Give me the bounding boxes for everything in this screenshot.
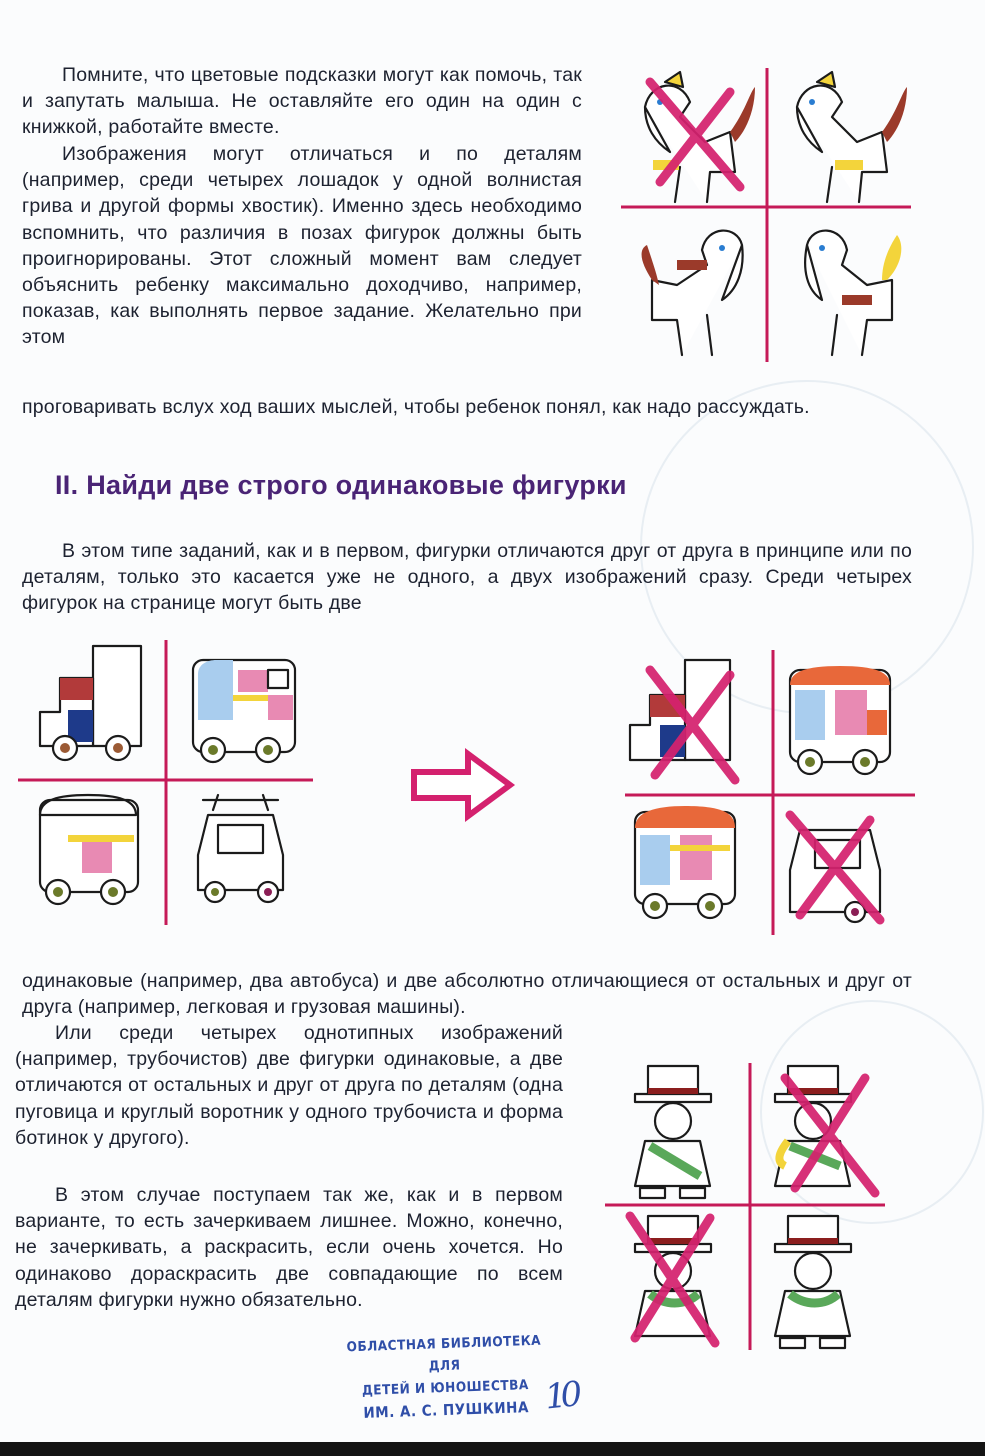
section-paragraph-1: В этом типе заданий, как и в первом, фигурки отличаются друг от друга в принципе или по деталям, только это касается уже не одного, а двух изображений сразу. Среди четырех фигурок на странице могут быть две (22, 540, 912, 615)
horse-figure (642, 231, 743, 355)
section-title: II. Найди две строго одинаковые фигурки (55, 470, 627, 500)
bus-figure (40, 795, 138, 904)
arrow-icon (410, 750, 515, 820)
page-number: 10 (542, 1374, 579, 1418)
bus-figure (635, 806, 735, 918)
vehicles-task-illustration (18, 640, 318, 930)
intro-paragraph-2-continued: проговаривать вслух ход ваших мыслей, чтобы ребенок понял, как надо рассуждать. (22, 396, 810, 418)
bus-figure (790, 666, 890, 774)
chimney-sweep-figure (775, 1216, 851, 1348)
horse-figure (805, 231, 901, 355)
intro-paragraph-2: Изображения могут отличаться и по деталям (например, среди четырех лошадок у одной волнистая грива и другой формы хвостик). Именно здесь необходимо вспомнить, что различия в позах фигурок должны быть проигнорированы. Этот сложный момент вам следует объяснить ребенку максимально доходчиво, например, показав, как выполнять первое задание. Желательно при этом (22, 143, 582, 349)
horse-figure (797, 72, 907, 202)
bus-figure (193, 660, 295, 762)
section-paragraph-1-continued: одинаковые (например, два автобуса) и две абсолютно отличающиеся от остальных и друг от друга (например, легковая и грузовая машины). (22, 970, 912, 1019)
library-stamp: ОБЛАСТНАЯ БИБЛИОТЕКА ДЛЯ ДЕТЕЙ И ЮНОШЕСТВА ИМ. А. С. ПУШКИНА (346, 1332, 542, 1422)
chimney-sweeps-illustration (600, 1058, 890, 1353)
scan-bottom-edge (0, 1442, 985, 1456)
chimney-sweep-figure (635, 1066, 711, 1198)
truck-figure (40, 646, 141, 760)
section-paragraph-2: Или среди четырех однотипных изображений (например, трубочистов) две фигурки одинаковые, а две отличаются от остальных и друг от друга по деталям (одна пуговица и круглый воротник у одного трубочиста и форма ботинок у другого). (15, 1022, 563, 1149)
section-paragraph-3: В этом случае поступаем так же, как и в первом варианте, то есть зачеркиваем лишнее. Можно, конечно, не зачеркивать, а раскрасить, если очень хочется. Но одинаково дораскрасить две совпадающие по всем деталям фигурки нужно обязательно. (15, 1184, 563, 1311)
horses-illustration (615, 62, 915, 367)
intro-paragraph-1: Помните, что цветовые подсказки могут как помочь, так и запутать малыша. Не оставляйте его один на один с книжкой, работайте вместе. (22, 64, 582, 139)
trolley-car-figure (198, 795, 283, 902)
vehicles-solution-illustration (625, 650, 920, 940)
